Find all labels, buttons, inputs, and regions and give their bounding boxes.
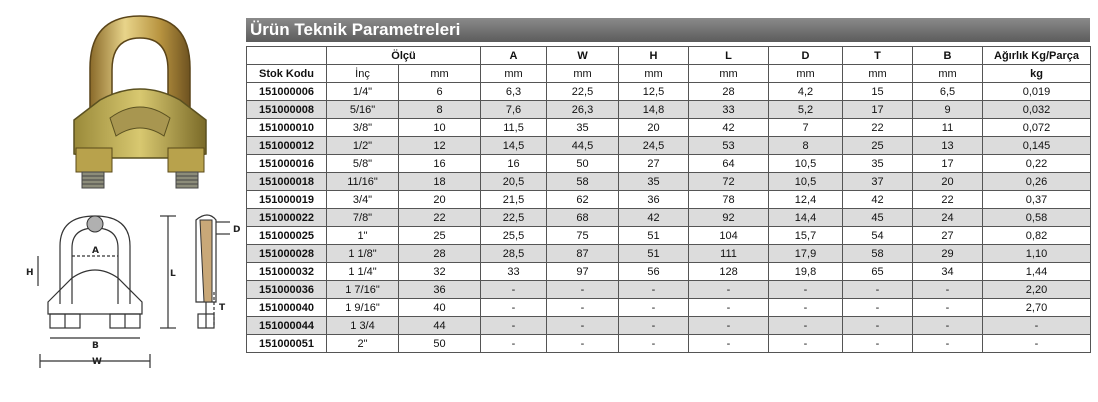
table-row [247,299,1091,317]
cell-mm: 12 [399,137,481,155]
cell-mm: 25 [399,227,481,245]
cell-weight: 0,145 [983,137,1091,155]
cell-stok-kodu: 151000019 [247,191,327,209]
cell-a: 28,5 [481,245,547,263]
cell-h: 51 [619,245,689,263]
cell-b: 22 [913,191,983,209]
cell-t: - [843,335,913,353]
cell-stok-kodu: 151000018 [247,173,327,191]
cell-mm: 50 [399,335,481,353]
header-weight: Ağırlık Kg/Parça [983,47,1091,65]
cell-a: 7,6 [481,101,547,119]
cell-weight: 0,22 [983,155,1091,173]
unit-mm: mm [843,65,913,83]
unit-mm: mm [769,65,843,83]
cell-weight: 1,10 [983,245,1091,263]
cell-w: 50 [547,155,619,173]
cell-mm: 22 [399,209,481,227]
cell-l: 28 [689,83,769,101]
cell-l: - [689,281,769,299]
cell-a: - [481,335,547,353]
cell-a: 33 [481,263,547,281]
cell-a: - [481,299,547,317]
cell-mm: 28 [399,245,481,263]
table-row [247,335,1091,353]
cell-h: 20 [619,119,689,137]
table-row [247,317,1091,335]
cell-l: 53 [689,137,769,155]
header-w: W [547,47,619,65]
cell-t: 35 [843,155,913,173]
unit-mm: mm [547,65,619,83]
cell-weight: 0,37 [983,191,1091,209]
header-row-dimensions [247,47,1091,65]
cell-b: 20 [913,173,983,191]
cell-l: 92 [689,209,769,227]
cell-d: 10,5 [769,155,843,173]
header-l: L [689,47,769,65]
cell-weight: 1,44 [983,263,1091,281]
header-stok-kodu: Stok Kodu [247,65,327,83]
cell-t: 65 [843,263,913,281]
cell-b: 11 [913,119,983,137]
cell-d: - [769,335,843,353]
cell-h: 42 [619,209,689,227]
cell-stok-kodu: 151000022 [247,209,327,227]
cell-a: 21,5 [481,191,547,209]
cell-inc: 5/16" [327,101,399,119]
cell-h: 35 [619,173,689,191]
cell-h: - [619,317,689,335]
cell-l: 111 [689,245,769,263]
cell-weight: 0,82 [983,227,1091,245]
cell-t: 17 [843,101,913,119]
cell-d: - [769,299,843,317]
unit-mm: mm [913,65,983,83]
cell-l: - [689,317,769,335]
cell-l: 33 [689,101,769,119]
cell-d: - [769,317,843,335]
table-row [247,101,1091,119]
cell-stok-kodu: 151000006 [247,83,327,101]
cell-inc: 1 1/8" [327,245,399,263]
cell-t: 42 [843,191,913,209]
table-title-bar [246,18,1090,42]
cell-mm: 32 [399,263,481,281]
cell-b: - [913,335,983,353]
cell-b: - [913,317,983,335]
cell-inc: 1" [327,227,399,245]
cell-b: 6,5 [913,83,983,101]
header-d: D [769,47,843,65]
cell-w: 62 [547,191,619,209]
cell-a: 20,5 [481,173,547,191]
cell-b: 17 [913,155,983,173]
cell-h: 51 [619,227,689,245]
cell-inc: 2" [327,335,399,353]
cell-h: 12,5 [619,83,689,101]
unit-kg: kg [983,65,1091,83]
cell-inc: 3/8" [327,119,399,137]
cell-mm: 6 [399,83,481,101]
cell-weight: 0,072 [983,119,1091,137]
cell-d: 19,8 [769,263,843,281]
cell-w: 87 [547,245,619,263]
cell-inc: 1/4" [327,83,399,101]
spec-table-body [247,83,1091,353]
table-title: Ürün Teknik Parametreleri [250,20,461,39]
table-row [247,191,1091,209]
dim-l-label: L [170,269,176,279]
cell-w: - [547,299,619,317]
cell-t: 15 [843,83,913,101]
cell-inc: 1 7/16" [327,281,399,299]
cell-weight: - [983,335,1091,353]
cell-d: 10,5 [769,173,843,191]
cell-mm: 44 [399,317,481,335]
table-row [247,155,1091,173]
cell-w: - [547,335,619,353]
cell-weight: 0,26 [983,173,1091,191]
cell-a: 16 [481,155,547,173]
unit-mm: mm [619,65,689,83]
cell-d: 4,2 [769,83,843,101]
cell-w: - [547,281,619,299]
cell-h: - [619,335,689,353]
cell-weight: 0,032 [983,101,1091,119]
cell-w: 58 [547,173,619,191]
unit-mm: mm [481,65,547,83]
cell-l: - [689,299,769,317]
cell-h: - [619,281,689,299]
cell-a: - [481,281,547,299]
cell-weight: 0,019 [983,83,1091,101]
cell-stok-kodu: 151000051 [247,335,327,353]
header-row-units [247,65,1091,83]
dim-a-label: A [92,246,99,256]
cell-a: 6,3 [481,83,547,101]
cell-t: 54 [843,227,913,245]
table-row [247,245,1091,263]
cell-mm: 36 [399,281,481,299]
cell-inc: 7/8" [327,209,399,227]
cell-d: 8 [769,137,843,155]
cell-t: 37 [843,173,913,191]
cell-inc: 5/8" [327,155,399,173]
cell-h: - [619,299,689,317]
cell-t: 58 [843,245,913,263]
cell-stok-kodu: 151000025 [247,227,327,245]
cell-weight: 0,58 [983,209,1091,227]
cell-h: 14,8 [619,101,689,119]
cell-stok-kodu: 151000010 [247,119,327,137]
cell-stok-kodu: 151000012 [247,137,327,155]
cell-inc: 1/2" [327,137,399,155]
cell-inc: 1 3/4 [327,317,399,335]
cell-d: 14,4 [769,209,843,227]
header-b: B [913,47,983,65]
cell-b: - [913,299,983,317]
cell-mm: 18 [399,173,481,191]
cell-weight: 2,20 [983,281,1091,299]
cell-d: 12,4 [769,191,843,209]
cell-mm: 16 [399,155,481,173]
cell-weight: 2,70 [983,299,1091,317]
cell-h: 36 [619,191,689,209]
cell-b: 27 [913,227,983,245]
cell-stok-kodu: 151000044 [247,317,327,335]
cell-t: - [843,281,913,299]
header-a: A [481,47,547,65]
cell-w: 68 [547,209,619,227]
cell-w: 75 [547,227,619,245]
cell-mm: 40 [399,299,481,317]
cell-a: 22,5 [481,209,547,227]
cell-h: 27 [619,155,689,173]
cell-d: 7 [769,119,843,137]
dim-d-label: D [233,225,241,235]
cell-w: 22,5 [547,83,619,101]
cell-l: 78 [689,191,769,209]
cell-b: 29 [913,245,983,263]
table-row [247,83,1091,101]
spec-table [246,46,1091,353]
cell-b: 24 [913,209,983,227]
dim-h-label: H [26,268,34,278]
cell-t: 25 [843,137,913,155]
cell-a: 25,5 [481,227,547,245]
cell-inc: 1 9/16" [327,299,399,317]
cell-inc: 1 1/4" [327,263,399,281]
dim-w-label: W [92,357,102,367]
cell-b: 9 [913,101,983,119]
cell-b: 34 [913,263,983,281]
cell-d: 17,9 [769,245,843,263]
cell-l: 72 [689,173,769,191]
header-h: H [619,47,689,65]
cell-stok-kodu: 151000032 [247,263,327,281]
cell-d: - [769,281,843,299]
table-row [247,119,1091,137]
cell-d: 5,2 [769,101,843,119]
cell-l: 128 [689,263,769,281]
cell-t: 45 [843,209,913,227]
table-row [247,263,1091,281]
cell-stok-kodu: 151000040 [247,299,327,317]
header-empty [247,47,327,65]
cell-d: 15,7 [769,227,843,245]
cell-stok-kodu: 151000036 [247,281,327,299]
table-row [247,209,1091,227]
cell-a: - [481,317,547,335]
header-t: T [843,47,913,65]
table-row [247,227,1091,245]
header-inc: İnç [327,65,399,83]
table-row [247,281,1091,299]
cell-t: 22 [843,119,913,137]
dim-b-label: B [92,341,99,351]
cell-h: 24,5 [619,137,689,155]
cell-mm: 8 [399,101,481,119]
cell-w: 44,5 [547,137,619,155]
cell-t: - [843,299,913,317]
dim-t-label: T [219,303,226,313]
cell-a: 11,5 [481,119,547,137]
cell-w: 26,3 [547,101,619,119]
cell-weight: - [983,317,1091,335]
cell-l: 64 [689,155,769,173]
cell-stok-kodu: 151000028 [247,245,327,263]
cell-b: 13 [913,137,983,155]
table-row [247,173,1091,191]
cell-a: 14,5 [481,137,547,155]
dimension-drawing [20,206,250,381]
cell-w: 97 [547,263,619,281]
cell-inc: 11/16" [327,173,399,191]
cell-l: 42 [689,119,769,137]
cell-l: 104 [689,227,769,245]
cell-mm: 10 [399,119,481,137]
table-row [247,137,1091,155]
cell-t: - [843,317,913,335]
unit-mm: mm [399,65,481,83]
header-olcu: Ölçü [327,47,481,65]
cell-l: - [689,335,769,353]
cell-h: 56 [619,263,689,281]
cell-stok-kodu: 151000008 [247,101,327,119]
unit-mm: mm [689,65,769,83]
cell-b: - [913,281,983,299]
cell-stok-kodu: 151000016 [247,155,327,173]
cell-inc: 3/4" [327,191,399,209]
cell-w: - [547,317,619,335]
cell-w: 35 [547,119,619,137]
wire-rope-clip-photo [60,8,220,194]
cell-mm: 20 [399,191,481,209]
